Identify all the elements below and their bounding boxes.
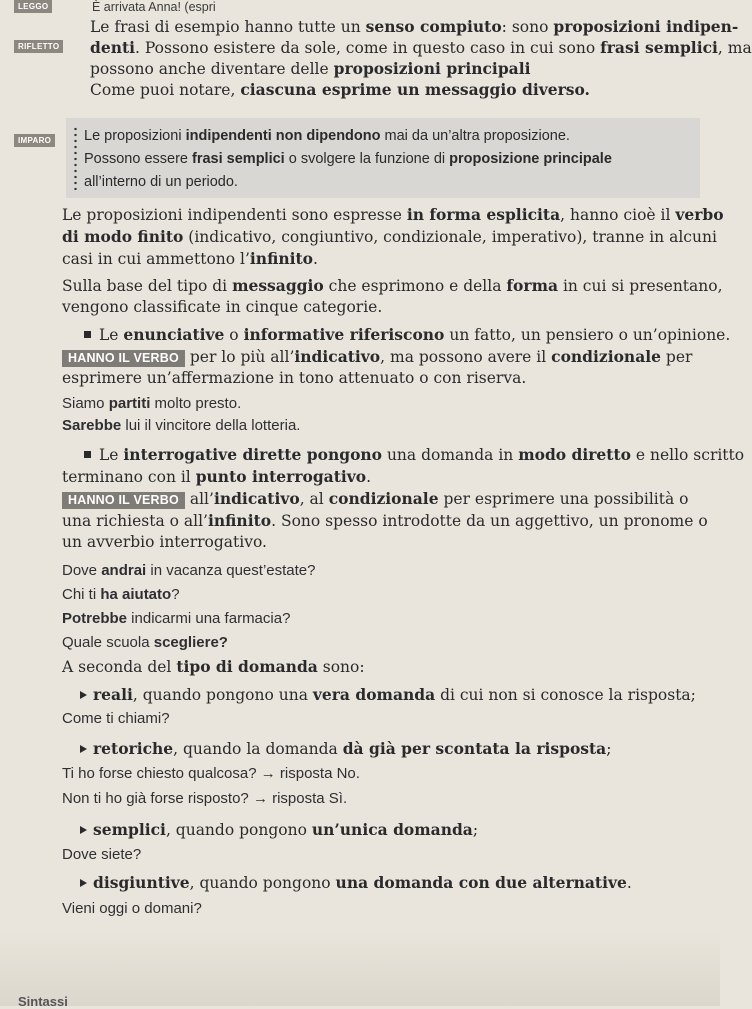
margin-tag-imparo: IMPARO bbox=[14, 134, 55, 147]
box-line-3: all’interno di un periodo. bbox=[84, 174, 238, 190]
p2-line-1: Sulla base del tipo di messaggio che esprimono e della forma in cui si presentano, bbox=[62, 276, 723, 295]
example-2: Sarebbe lui il vincitore della lotteria. bbox=[62, 417, 301, 434]
p1-line-2: di modo finito (indicativo, congiuntivo, condizionale, imperativo), tranne in alcuni bbox=[62, 227, 717, 246]
bullet-arrow-icon bbox=[80, 745, 87, 753]
tipo-domanda-heading: A seconda del tipo di domanda sono: bbox=[62, 657, 365, 676]
retoriche-line: retoriche, quando la domanda dà già per scontata la risposta; bbox=[80, 739, 611, 758]
enunciative-line-2: HANNO IL VERBO per lo più all’indicativo, ma possono avere il condizionale per bbox=[62, 347, 692, 367]
example-5: Potrebbe indicarmi una farmacia? bbox=[62, 610, 291, 627]
interrogative-line-3: HANNO IL VERBO all’indicativo, al condizionale per esprimere una possibilità o bbox=[62, 489, 689, 509]
next-section-heading: Sintassi bbox=[18, 994, 68, 1009]
example-3: Dove andrai in vacanza quest’estate? bbox=[62, 562, 316, 579]
p1-line-1: Le proposizioni indipendenti sono espresse in forma esplicita, hanno cioè il verbo bbox=[62, 205, 724, 224]
box-line-1: Le proposizioni indipendenti non dipendono mai da un’altra proposizione. bbox=[84, 128, 570, 144]
example-1: Siamo partiti molto presto. bbox=[62, 395, 242, 412]
intro-line-4: Come puoi notare, ciascuna esprime un messaggio diverso. bbox=[90, 80, 590, 99]
interrogative-line-1: Le interrogative dirette pongono una domanda in modo diretto e nello scritto bbox=[84, 445, 744, 464]
example-4: Chi ti ha aiutato? bbox=[62, 586, 180, 603]
disgiuntive-line: disgiuntive, quando pongono una domanda con due alternative. bbox=[80, 873, 632, 892]
p1-line-3: casi in cui ammettono l’infinito. bbox=[62, 249, 318, 268]
example-6: Quale scuola scegliere? bbox=[62, 634, 228, 651]
interrogative-line-2: terminano con il punto interrogativo. bbox=[62, 467, 372, 486]
running-header: È arrivata Anna! (espri bbox=[92, 0, 216, 14]
semplici-example: Dove siete? bbox=[62, 846, 142, 863]
box-dotted-rule bbox=[74, 126, 77, 190]
margin-tag-leggo: LEGGO bbox=[14, 0, 52, 13]
bullet-square-icon bbox=[84, 451, 91, 458]
semplici-line: semplici, quando pongono un’unica domanda; bbox=[80, 820, 478, 839]
reali-example: Come ti chiami? bbox=[62, 710, 170, 727]
box-line-2: Possono essere frasi semplici o svolgere la funzione di proposizione principale bbox=[84, 151, 612, 167]
bullet-square-icon bbox=[84, 331, 91, 338]
interrogative-line-4: una richiesta o all’infinito. Sono spesso introdotte da un aggettivo, un pronome o bbox=[62, 511, 708, 530]
enunciative-line-3: esprimere un’affermazione in tono attenuato o con riserva. bbox=[62, 369, 527, 387]
bullet-arrow-icon bbox=[80, 691, 87, 699]
intro-line-2: denti. Possono esistere da sole, come in questo caso in cui sono frasi semplici, ma bbox=[90, 38, 752, 57]
hanno-il-verbo-badge: HANNO IL VERBO bbox=[62, 492, 185, 509]
enunciative-line-1: Le enunciative o informative riferiscono un fatto, un pensiero o un’opinione. bbox=[84, 325, 730, 344]
intro-line-3: possono anche diventare delle proposizioni principali bbox=[90, 59, 531, 78]
intro-line-1: Le frasi di esempio hanno tutte un senso compiuto: sono proposizioni indipen- bbox=[90, 17, 739, 36]
margin-tag-rifletto: RIFLETTO bbox=[14, 40, 63, 53]
bullet-arrow-icon bbox=[80, 879, 87, 887]
hanno-il-verbo-badge: HANNO IL VERBO bbox=[62, 350, 185, 367]
reali-line: reali, quando pongono una vera domanda di cui non si conosce la risposta; bbox=[80, 685, 696, 704]
retoriche-example-2: Non ti ho già forse risposto? → risposta Sì. bbox=[62, 790, 348, 807]
retoriche-example-1: Ti ho forse chiesto qualcosa? → risposta No. bbox=[62, 765, 360, 782]
bullet-arrow-icon bbox=[80, 826, 87, 834]
disgiuntive-example: Vieni oggi o domani? bbox=[62, 900, 202, 917]
interrogative-line-5: un avverbio interrogativo. bbox=[62, 533, 267, 551]
p2-line-2: vengono classificate in cinque categorie. bbox=[62, 298, 383, 316]
page-bottom-shade bbox=[0, 930, 720, 1006]
